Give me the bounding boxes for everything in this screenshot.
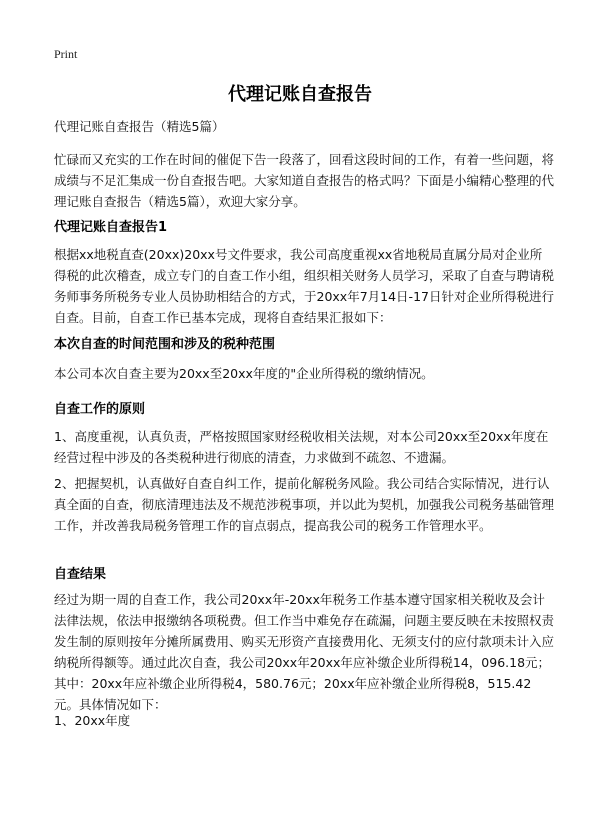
year-item: 1、20xx年度	[54, 713, 131, 728]
scope-paragraph: 本公司本次自查主要为20xx至20xx年度的"企业所得税的缴纳情况。	[54, 366, 434, 381]
document-title: 代理记账自查报告	[228, 84, 372, 105]
principle-item-2: 2、把握契机，认真做好自查自纠工作，提前化解税务风险。我公司结合实际情况，进行认真全面的自查，彻底清理违法及不规范涉税事项，并以此为契机，加强我公司税务基础管理工作，并改善我局税务管理工作的盲点弱点，提高我公司的税务工作管理水平。	[54, 476, 555, 533]
section1-paragraph: 根据xx地税直查(20xx)20xx号文件要求，我公司高度重视xx省地税局直属分局对企业所得税的此次稽查，成立专门的自查工作小组，组织相关财务人员学习，采取了自查与聘请税务师事务所税务专业人员协助相结合的方式，于20xx年7月14日-17日针对企业所得税进行自查。目前，自查工作已基本完成，现将自查结果汇报如下：	[54, 247, 555, 325]
result-heading: 自查结果	[54, 567, 107, 582]
principle-heading: 自查工作的原则	[54, 402, 146, 417]
section1-heading: 代理记账自查报告1	[54, 220, 168, 235]
document-subtitle: 代理记账自查报告（精选5篇）	[54, 119, 225, 134]
intro-paragraph: 忙碌而又充实的工作在时间的催促下告一段落了，回看这段时间的工作，有着一些问题，将成绩与不足汇集成一份自查报告吧。大家知道自查报告的格式吗？下面是小编精心整理的代理记账自查报告（精选5篇），欢迎大家分享。	[54, 152, 555, 209]
principle-item-1: 1、高度重视，认真负责，严格按照国家财经税收相关法规，对本公司20xx至20xx年度在经营过程中涉及的各类税种进行彻底的清查，力求做到不疏忽、不遗漏。	[54, 429, 549, 465]
scope-heading: 本次自查的时间范围和涉及的税种范围	[54, 337, 276, 352]
result-paragraph: 经过为期一周的自查工作，我公司20xx年-20xx年税务工作基本遵守国家相关税收及会计法律法规，依法申报缴纳各项税费。但工作当中难免存在疏漏，问题主要反映在未按照权责发生制的原则按年分摊所属费用、购买无形资产直接费用化、无须支付的应付款项未计入应纳税所得额等。通过此次自查，我公司20xx年20xx年应补缴企业所得税14，096.18元；其中：20xx年应补缴企业所得税4，580.76元；20xx年应补缴企业所得税8，515.42元。具体情况如下：	[54, 592, 555, 712]
print-label: Print	[54, 47, 78, 61]
